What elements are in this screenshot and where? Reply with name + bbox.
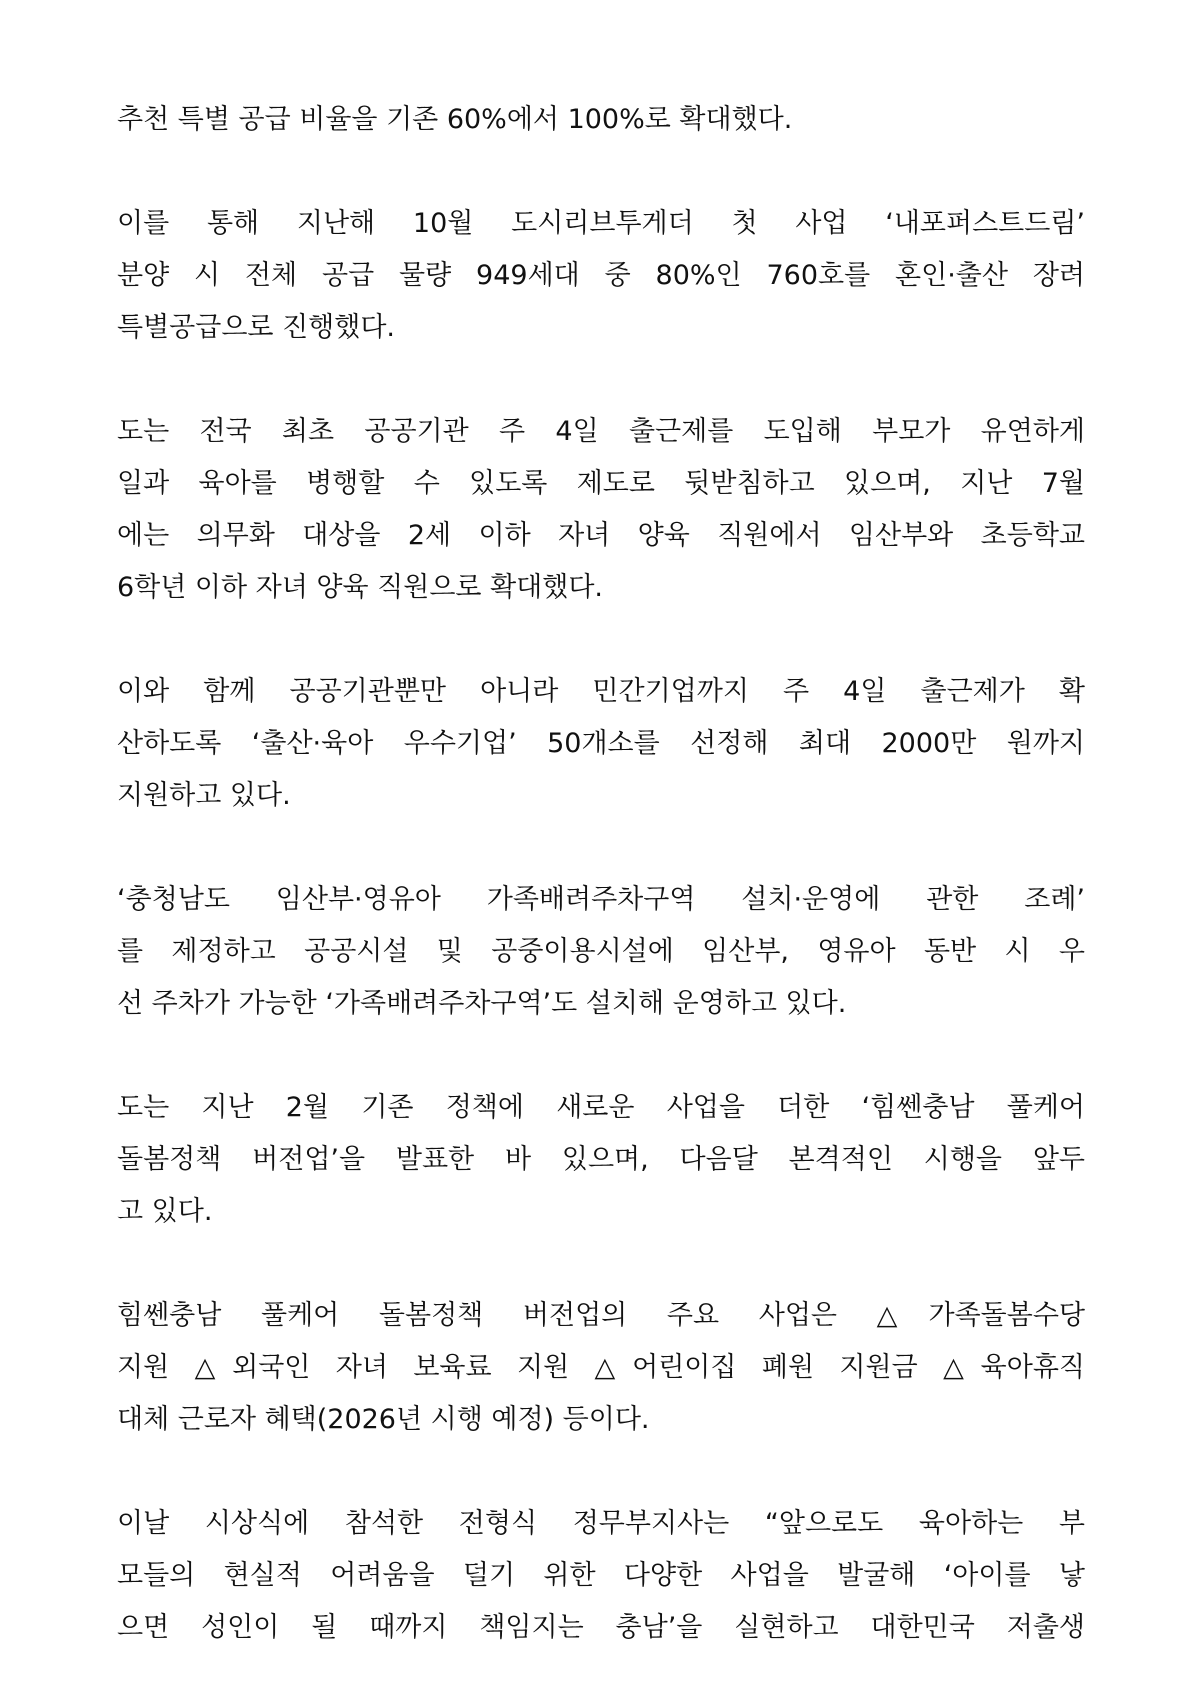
paragraph-1 [117,94,1085,146]
paragraph-line: 지원하고 있다. [117,780,291,811]
paragraph-line: 산하도록 ‘출산·육아 우수기업’ 50개소를 선정해 최대 2000만 원까지 [117,728,1085,759]
paragraph-2 [117,198,1085,354]
paragraph-line: 특별공급으로 진행했다. [117,312,395,343]
paragraph-4 [117,666,1085,822]
paragraph-line: 분양 시 전체 공급 물량 949세대 중 80%인 760호를 혼인·출산 장려 [117,260,1085,291]
paragraph-line: 돌봄정책 버전업’을 발표한 바 있으며, 다음달 본격적인 시행을 앞두 [117,1144,1085,1175]
paragraph-line: 6학년 이하 자녀 양육 직원으로 확대했다. [117,572,603,603]
paragraph-5 [117,874,1085,1030]
paragraph-line: 이날 시상식에 참석한 전형식 정무부지사는 “앞으로도 육아하는 부 [117,1508,1085,1539]
paragraph-line: 이와 함께 공공기관뿐만 아니라 민간기업까지 주 4일 출근제가 확 [117,676,1085,707]
paragraph-8 [117,1498,1085,1654]
paragraph-line: 일과 육아를 병행할 수 있도록 제도로 뒷받침하고 있으며, 지난 7월 [117,468,1085,499]
paragraph-line: 지원 △외국인 자녀 보육료 지원 △어린이집 폐원 지원금 △육아휴직 [117,1352,1085,1383]
paragraph-line: 에는 의무화 대상을 2세 이하 자녀 양육 직원에서 임산부와 초등학교 [117,520,1085,551]
paragraph-7 [117,1290,1085,1446]
paragraph-line: 고 있다. [117,1196,213,1227]
paragraph-line: 를 제정하고 공공시설 및 공중이용시설에 임산부, 영유아 동반 시 우 [117,936,1085,967]
paragraph-line: 힘쎈충남 풀케어 돌봄정책 버전업의 주요 사업은 △가족돌봄수당 [117,1300,1085,1331]
paragraph-line: 이를 통해 지난해 10월 도시리브투게더 첫 사업 ‘내포퍼스트드림’ [117,208,1085,239]
paragraph-line: 모들의 현실적 어려움을 덜기 위한 다양한 사업을 발굴해 ‘아이를 낳 [117,1560,1085,1591]
paragraph-line: 선 주차가 가능한 ‘가족배려주차구역’도 설치해 운영하고 있다. [117,988,847,1019]
paragraph-line: ‘충청남도 임산부·영유아 가족배려주차구역 설치·운영에 관한 조례’ [117,884,1085,915]
paragraph-line: 으면 성인이 될 때까지 책임지는 충남’을 실현하고 대한민국 저출생 [117,1612,1085,1643]
paragraph-line: 대체 근로자 혜택(2026년 시행 예정) 등이다. [117,1404,650,1435]
paragraph-line: 추천 특별 공급 비율을 기존 60%에서 100%로 확대했다. [117,104,793,135]
paragraph-line: 도는 전국 최초 공공기관 주 4일 출근제를 도입해 부모가 유연하게 [117,416,1085,447]
paragraph-3 [117,406,1085,614]
paragraph-line: 도는 지난 2월 기존 정책에 새로운 사업을 더한 ‘힘쎈충남 풀케어 [117,1092,1085,1123]
paragraph-6 [117,1082,1085,1238]
